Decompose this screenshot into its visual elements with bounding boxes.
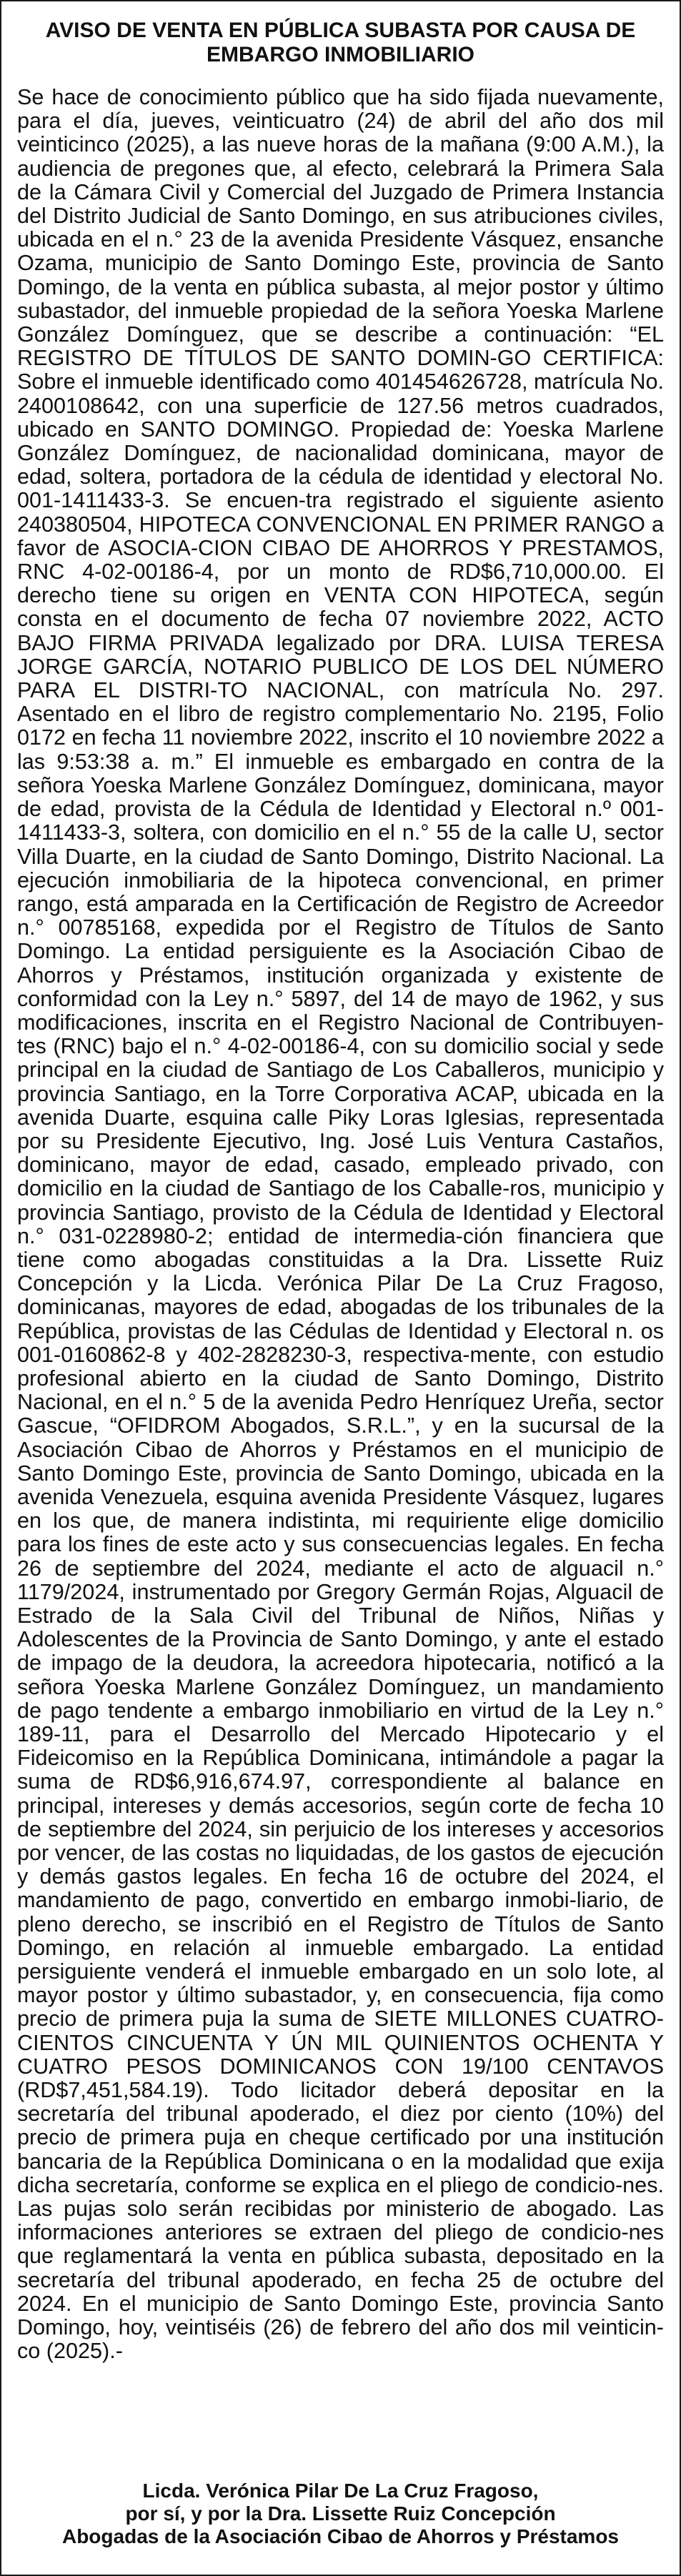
signature-line-3: Abogadas de la Asociación Cibao de Ahorros y Préstamos xyxy=(61,2525,620,2547)
signature-line-2: por sí, y por la Dra. Lissette Ruiz Concepción xyxy=(125,2502,556,2525)
signature-block xyxy=(17,2480,664,2548)
notice-title-line-1: AVISO DE VENTA EN PÚBLICA SUBASTA POR CAUSA DE xyxy=(45,19,636,42)
notice-title xyxy=(17,19,664,67)
signature-line-1: Licda. Verónica Pilar De La Cruz Fragoso, xyxy=(142,2480,539,2502)
notice-body: Se hace de conocimiento público que ha sido fijada nuevamente, para el día, jueves, veinticuatro (24) de abril del año dos mil veinticinco (2025), a las nueve horas de la mañana (9:00 A.M.), la audiencia de pregones que, al efecto, celebrará la Primera Sala de la Cámara Civil y Comercial del Juzgado de Primera Instancia del Distrito Judicial de Santo Domingo, en sus atribuciones civiles, ubicada en el n.° 23 de la avenida Presidente Vásquez, ensanche Ozama, municipio de Santo Domingo Este, provincia de Santo Domingo, de la venta en pública subasta, al mejor postor y último subastador, del inmueble propiedad de la señora Yoeska Marlene González Domínguez, que se describe a continuación: “EL REGISTRO DE TÍTULOS DE SANTO DOMIN-GO CERTIFICA: Sobre el inmueble identificado como 401454626728, matrícula No. 2400108642, con una superficie de 127.56 metros cuadrados, ubicado en SANTO DOMINGO. Propiedad de: Yoeska Marlene González Domínguez, de nacionalidad dominicana, mayor de edad, soltera, portadora de la cédula de identidad y electoral No. 001-1411433-3. Se encuen-tra registrado el siguiente asiento 240380504, HIPOTECA CONVENCIONAL EN PRIMER RANGO a favor de ASOCIA-CION CIBAO DE AHORROS Y PRESTAMOS, RNC 4-02-00186-4, por un monto de RD$6,710,000.00. El derecho tiene su origen en VENTA CON HIPOTECA, según consta en el documento de fecha 07 noviembre 2022, ACTO BAJO FIRMA PRIVADA legalizado por DRA. LUISA TERESA JORGE GARCÍA, NOTARIO PUBLICO DE LOS DEL NÚMERO PARA EL DISTRI-TO NACIONAL, con matrícula No. 297. Asentado en el libro de registro complementario No. 2195, Folio 0172 en fecha 11 noviembre 2022, inscrito el 10 noviembre 2022 a las 9:53:38 a. m.” El inmueble es embargado en contra de la señora Yoeska Marlene González Domínguez, dominicana, mayor de edad, provista de la Cédula de Identidad y Electoral n.º 001-1411433-3, soltera, con domicilio en el n.° 55 de la calle U, sector Villa Duarte, en la ciudad de Santo Domingo, Distrito Nacional. La ejecución inmobiliaria de la hipoteca convencional, en primer rango, está amparada en la Certificación de Registro de Acreedor n.° 00785168, expedida por el Registro de Títulos de Santo Domingo. La entidad persiguiente es la Asociación Cibao de Ahorros y Préstamos, institución organizada y existente de conformidad con la Ley n.° 5897, del 14 de mayo de 1962, y sus modificaciones, inscrita en el Registro Nacional de Contribuyen-tes (RNC) bajo el n.° 4-02-00186-4, con su domicilio social y sede principal en la ciudad de Santiago de Los Caballeros, municipio y provincia Santiago, en la Torre Corporativa ACAP, ubicada en la avenida Duarte, esquina calle Piky Loras Iglesias, representada por su Presidente Ejecutivo, Ing. José Luis Ventura Castaños, dominicano, mayor de edad, casado, empleado privado, con domicilio en la ciudad de Santiago de los Caballe-ros, municipio y provincia Santiago, provisto de la Cédula de Identidad y Electoral n.° 031-0228980-2; entidad de intermedia-ción financiera que tiene como abogadas constituidas a la Dra. Lissette Ruiz Concepción y la Licda. Verónica Pilar De La Cruz Fragoso, dominicanas, mayores de edad, abogadas de los tribunales de la República, provistas de las Cédulas de Identidad y Electoral n. os 001-0160862-8 y 402-2828230-3, respectiva-mente, con estudio profesional abierto en la ciudad de Santo Domingo, Distrito Nacional, en el n.° 5 de la avenida Pedro Henríquez Ureña, sector Gascue, “OFIDROM Abogados, S.R.L.”, y en la sucursal de la Asociación Cibao de Ahorros y Préstamos en el municipio de Santo Domingo Este, provincia de Santo Domingo, ubicada en la avenida Venezuela, esquina avenida Presidente Vásquez, lugares en los que, de manera indistinta, mi requiriente elige domicilio para los fines de este acto y sus consecuencias legales. En fecha 26 de septiembre del 2024, mediante el acto de alguacil n.° 1179/2024, instrumentado por Gregory Germán Rojas, Alguacil de Estrado de la Sala Civil del Tribunal de Niños, Niñas y Adolescentes de la Provincia de Santo Domingo, y ante el estado de impago de la deudora, la acreedora hipotecaria, notificó a la señora Yoeska Marlene González Domínguez, un mandamiento de pago tendente a embargo inmobiliario en virtud de la Ley n.° 189-11, para el Desarrollo del Mercado Hipotecario y el Fideicomiso en la República Dominicana, intimándole a pagar la suma de RD$6,916,674.97, correspondiente al balance en principal, intereses y demás accesorios, según corte de fecha 10 de septiembre del 2024, sin perjuicio de los intereses y accesorios por vencer, de las costas no liquidadas, de los gastos de ejecución y demás gastos legales. En fecha 16 de octubre del 2024, el mandamiento de pago, convertido en embargo inmobi-liario, de pleno derecho, se inscribió en el Registro de Títulos de Santo Domingo, en relación al inmueble embargado. La entidad persiguiente venderá el inmueble embargado en un solo lote, al mayor postor y último subastador, y, en consecuencia, fija como precio de primera puja la suma de SIETE MILLONES CUATRO-CIENTOS CINCUENTA Y ÚN MIL QUINIENTOS OCHENTA Y CUATRO PESOS DOMINICANOS CON 19/100 CENTAVOS (RD$7,451,584.19). Todo licitador deberá depositar en la secretaría del tribunal apoderado, el diez por ciento (10%) del precio de primera puja en cheque certificado por una institución bancaria de la República Dominicana o en la modalidad que exija dicha secretaría, conforme se explica en el pliego de condicio-nes. Las pujas solo serán recibidas por ministerio de abogado. Las informaciones anteriores se extraen del pliego de condicio-nes que reglamentará la venta en pública subasta, depositado en la secretaría del tribunal apoderado, en fecha 25 de octubre del 2024. En el municipio de Santo Domingo Este, provincia Santo Domingo, hoy, veintiséis (26) de febrero del año dos mil veinticin-co (2025).- xyxy=(17,85,664,2364)
notice-title-line-2: EMBARGO INMOBILIARIO xyxy=(207,43,474,66)
